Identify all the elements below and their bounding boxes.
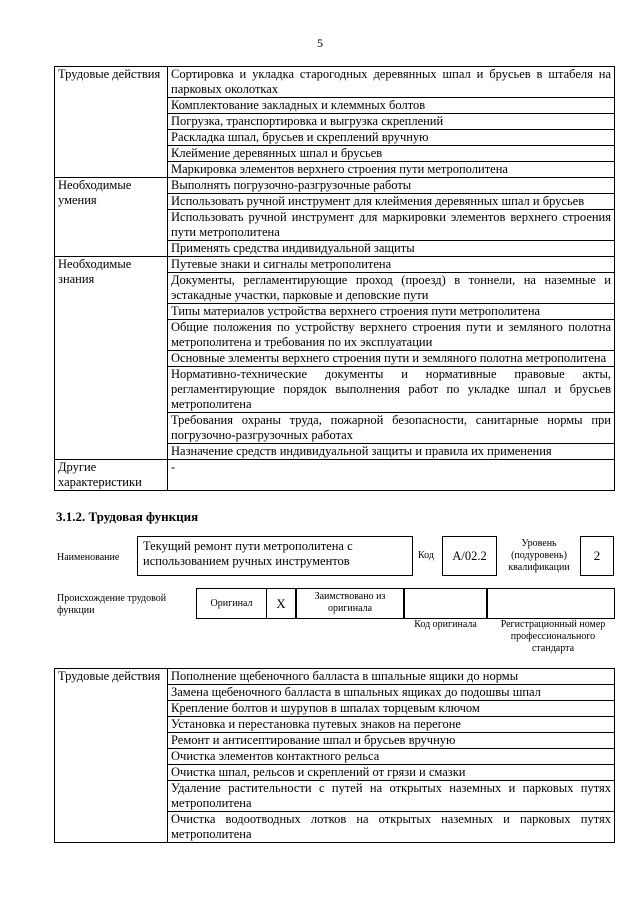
row-item: Установка и перестановка путевых знаков на перегоне (168, 717, 615, 733)
row-item: Применять средства индивидуальной защиты (168, 241, 615, 257)
row-item: Требования охраны труда, пожарной безопасности, санитарные нормы при погрузочно-разгрузочных работах (168, 413, 615, 444)
row-item: Очистка шпал, рельсов и скреплений от грязи и смазки (168, 765, 615, 781)
row-item: Маркировка элементов верхнего строения пути метрополитена (168, 162, 615, 178)
origin-label: Происхождение трудовой функции (57, 593, 167, 616)
level-label: Уровень (подуровень) квалификации (508, 538, 570, 573)
row-item: Назначение средств индивидуальной защиты и правила их применения (168, 444, 615, 460)
table-skills-1 (54, 66, 615, 491)
table-row (55, 67, 615, 98)
row-category: Необходимые знания (55, 257, 168, 460)
row-item: Пополнение щебеночного балласта в шпальные ящики до нормы (168, 669, 615, 685)
row-item: Раскладка шпал, брусьев и скреплений вручную (168, 130, 615, 146)
row-item: Очистка элементов контактного рельса (168, 749, 615, 765)
row-item: - (168, 460, 615, 491)
original-mark: X (266, 588, 296, 619)
row-item: Выполнять погрузочно-разгрузочные работы (168, 178, 615, 194)
table-row (55, 257, 615, 273)
page-number: 5 (317, 36, 323, 50)
reg-number-box (487, 588, 615, 619)
qualification-level-value: 2 (580, 536, 614, 576)
borrowed-label: Заимствовано из оригинала (296, 588, 404, 619)
function-code-value: A/02.2 (442, 536, 497, 576)
row-item: Путевые знаки и сигналы метрополитена (168, 257, 615, 273)
table-row (55, 460, 615, 491)
function-name-value: Текущий ремонт пути метрополитена с использованием ручных инструментов (137, 536, 413, 576)
original-label: Оригинал (196, 588, 266, 619)
row-category: Необходимые умения (55, 178, 168, 257)
code-original-caption: Код оригинала (414, 619, 477, 630)
row-category: Другие характеристики (55, 460, 168, 491)
row-item: Замена щебеночного балласта в шпальных ящиках до подошвы шпал (168, 685, 615, 701)
row-item: Очистка водоотводных лотков на открытых наземных и парковых путях метрополитена (168, 812, 615, 843)
table-skills-2 (54, 668, 615, 843)
section-title: 3.1.2. Трудовая функция (56, 509, 199, 524)
code-label: Код (418, 550, 434, 561)
row-item: Комплектование закладных и клеммных болтов (168, 98, 615, 114)
reg-number-caption: Регистрационный номер профессионального стандарта (500, 619, 606, 654)
row-item: Нормативно-технические документы и нормативные правовые акты, регламентирующие порядок выполнения работ по укладке шпал и брусьев метрополитена (168, 367, 615, 413)
row-item: Общие положения по устройству верхнего строения пути и земляного полотна метрополитена и требования по их эксплуатации (168, 320, 615, 351)
row-item: Типы материалов устройства верхнего строения пути метрополитена (168, 304, 615, 320)
code-original-box (404, 588, 487, 619)
row-item: Погрузка, транспортировка и выгрузка скреплений (168, 114, 615, 130)
name-label: Наименование (57, 552, 120, 563)
row-item: Ремонт и антисептирование шпал и брусьев вручную (168, 733, 615, 749)
row-item: Основные элементы верхнего строения пути и земляного полотна метрополитена (168, 351, 615, 367)
table-row (55, 669, 615, 685)
row-item: Использовать ручной инструмент для клеймения деревянных шпал и брусьев (168, 194, 615, 210)
row-item: Удаление растительности с путей на открытых наземных и парковых путях метрополитена (168, 781, 615, 812)
row-category: Трудовые действия (55, 67, 168, 178)
row-item: Сортировка и укладка старогодных деревянных шпал и брусьев в штабеля на парковых околотках (168, 67, 615, 98)
row-item: Документы, регламентирующие проход (проезд) в тоннели, на наземные и эстакадные участки, парковые и деповские пути (168, 273, 615, 304)
row-item: Крепление болтов и шурупов в шпалах торцевым ключом (168, 701, 615, 717)
table-row (55, 178, 615, 194)
row-item: Клеймение деревянных шпал и брусьев (168, 146, 615, 162)
row-category: Трудовые действия (55, 669, 168, 843)
row-item: Использовать ручной инструмент для маркировки элементов верхнего строения пути метрополитена (168, 210, 615, 241)
